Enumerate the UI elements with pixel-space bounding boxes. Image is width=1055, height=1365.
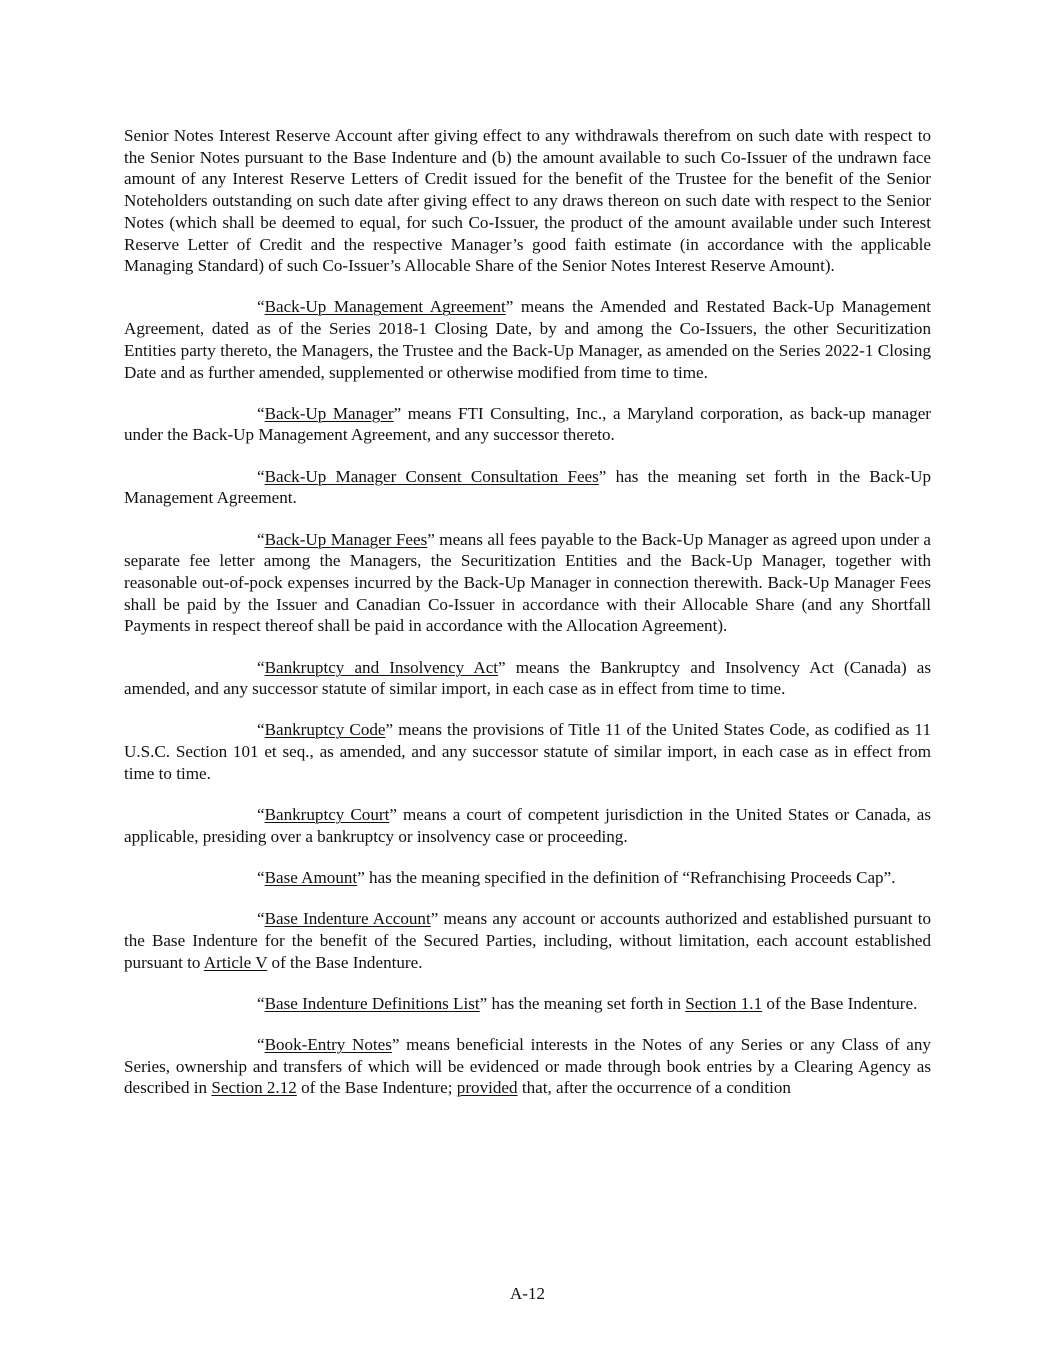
defined-term: Section 1.1 (685, 993, 763, 1013)
definition-paragraph (124, 993, 931, 1015)
paragraph-text: ” has the meaning set forth in the Back-Up Management Agreement. (124, 466, 931, 508)
paragraph-text: of the Base Indenture; (296, 1078, 457, 1098)
defined-term: Article V (203, 952, 268, 972)
paragraph-text: “ (257, 466, 265, 486)
paragraph-text: Senior Notes Interest Reserve Account after giving effect to any withdrawals therefrom on such date with respect to the Senior Notes pursuant to the Base Indenture and (b) the amount available to such Co-Issuer of the undrawn face amount of any Interest Reserve Letters of Credit issued for the benefit of the Trustee for the benefit of the Senior Noteholders outstanding on such date after giving effect to any draws thereon on such date with respect to the Senior Notes (which shall be deemed to equal, for such Co-Issuer, the product of the amount available under such Interest Reserve Letter of Credit and the respective Manager’s good faith estimate (in accordance with the applicable Managing Standard) of such Co-Issuer’s Allocable Share of the Senior Notes Interest Reserve Amount). (124, 126, 931, 276)
paragraph-text: ” means the Amended and Restated Back-Up Management Agreement, dated as of the Series 2018-1 Closing Date, by and among the Co-Issuers, the other Securitization Entities party thereto, the Managers, the Trustee and the Back-Up Manager, as amended on the Series 2022-1 Closing Date and as further amended, supplemented or otherwise modified from time to time. (124, 297, 931, 382)
page-number: A-12 (510, 1284, 545, 1303)
definition-paragraph (124, 1034, 931, 1099)
defined-term: Back-Up Manager Fees (264, 529, 428, 549)
definition-paragraph (124, 867, 931, 889)
defined-term: Back-Up Manager (264, 403, 394, 423)
paragraph-text: “ (257, 720, 265, 740)
definition-paragraph (124, 403, 931, 446)
document-page (124, 125, 931, 1119)
continued-definition-paragraph (124, 125, 931, 277)
defined-term: Section 2.12 (211, 1078, 297, 1098)
definition-paragraph (124, 296, 931, 383)
definition-paragraph (124, 908, 931, 973)
paragraph-text: “ (257, 867, 265, 887)
paragraph-text: ” means the Bankruptcy and Insolvency Act (Canada) as amended, and any successor statute of similar import, in each case as in effect from time to time. (124, 657, 931, 699)
defined-term: Base Indenture Definitions List (264, 993, 480, 1013)
defined-term: Base Amount (264, 867, 358, 887)
paragraph-text: ” means a court of competent jurisdiction in the United States or Canada, as applicable, presiding over a bankruptcy or insolvency case or proceeding. (124, 805, 931, 846)
paragraph-text: “ (257, 909, 265, 929)
defined-term: provided (456, 1078, 518, 1098)
paragraph-text: of the Base Indenture. (267, 952, 423, 972)
paragraph-text: “ (257, 1035, 265, 1054)
definition-paragraph (124, 804, 931, 847)
definition-paragraph (124, 719, 931, 784)
defined-term: Book-Entry Notes (264, 1035, 392, 1054)
paragraph-text: that, after the occurrence of a condition (517, 1078, 791, 1098)
defined-term: Bankruptcy and Insolvency Act (264, 657, 499, 677)
paragraph-text: ” has the meaning specified in the definition of “Refranchising Proceeds Cap”. (357, 867, 896, 887)
defined-term: Back-Up Manager Consent Consultation Fees (264, 466, 599, 486)
paragraph-text: of the Base Indenture. (762, 993, 918, 1013)
paragraph-text: ” means FTI Consulting, Inc., a Maryland corporation, as back-up manager under the Back-Up Management Agreement, and any successor thereto. (124, 403, 931, 445)
definition-paragraph (124, 657, 931, 700)
paragraph-text: “ (257, 297, 265, 317)
paragraph-text: “ (257, 403, 265, 423)
definition-paragraph (124, 466, 931, 509)
defined-term: Base Indenture Account (264, 909, 431, 929)
defined-term: Bankruptcy Code (264, 720, 386, 740)
paragraph-text: “ (257, 657, 265, 677)
paragraph-text: ” means all fees payable to the Back-Up Manager as agreed upon under a separate fee letter among the Managers, the Securitization Entities and the Back-Up Manager, together with reasonable out-of-pock expenses incurred by the Back-Up Manager in connection therewith. Back-Up Manager Fees shall be paid by the Issuer and Canadian Co-Issuer in accordance with their Allocable Share (and any Shortfall Payments in respect thereof shall be paid in accordance with the Allocation Agreement). (124, 529, 931, 636)
paragraph-text: ” means the provisions of Title 11 of the United States Code, as codified as 11 U.S.C. Section 101 et seq., as amended, and any successor statute of similar import, in each case as in effect from time to time. (124, 720, 931, 783)
paragraph-text: ” means beneficial interests in the Notes of any Series or any Class of any Series, ownership and transfers of which will be evidenced or made through book entries by a Clearing Agency as described in (124, 1035, 931, 1098)
paragraph-text: “ (257, 993, 265, 1013)
paragraph-text: ” means any account or accounts authorized and established pursuant to the Base Indenture for the benefit of the Secured Parties, including, without limitation, each account established pursuant to (124, 909, 931, 972)
paragraph-text: ” has the meaning set forth in (479, 993, 686, 1013)
definition-paragraph (124, 529, 931, 638)
defined-term: Back-Up Management Agreement (264, 297, 506, 317)
paragraph-text: “ (257, 529, 265, 549)
paragraph-text: “ (257, 805, 265, 825)
defined-term: Bankruptcy Court (264, 805, 390, 825)
